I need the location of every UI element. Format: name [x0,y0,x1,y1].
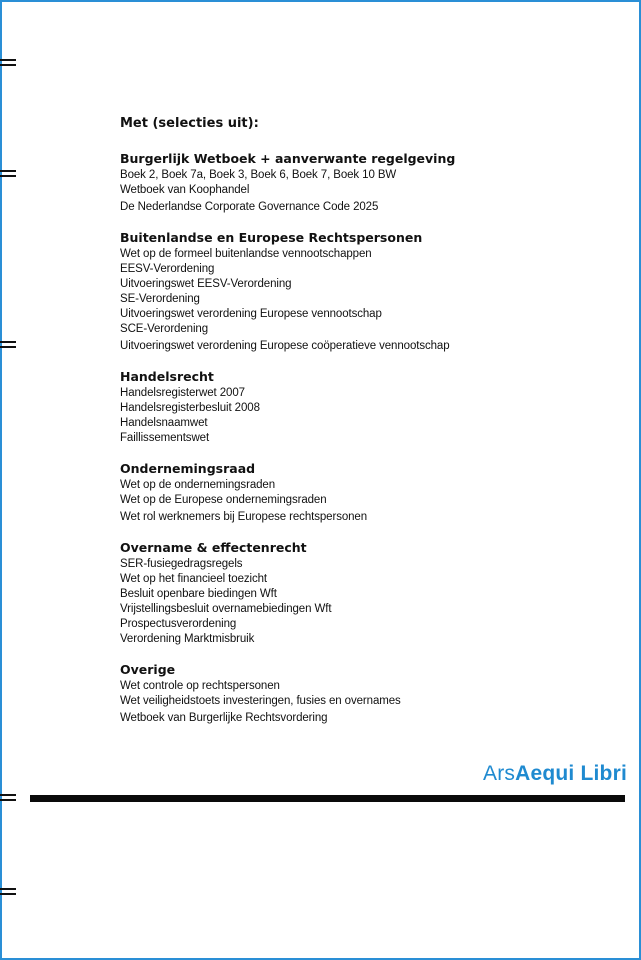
list-item: Wet op de Europese ondernemingsraden [120,494,327,506]
list-item: Uitvoeringswet verordening Europese coöperatieve vennootschap [120,340,450,352]
list-item: Uitvoeringswet EESV-Verordening [120,278,292,290]
list-item: Faillissementswet [120,432,210,444]
list-item: Wet op de ondernemingsraden [120,479,275,491]
list-item: Verordening Marktmisbruik [120,633,255,645]
section-title: Overname & effectenrecht [120,540,307,555]
list-item: Wetboek van Burgerlijke Rechtsvordering [120,712,328,724]
section-handelsrecht [120,369,580,446]
crop-mark [0,170,16,177]
crop-mark [0,341,16,348]
section-ondernemingsraad [120,461,580,525]
logo-part-ars: Ars [483,762,516,785]
list-item: Handelsnaamwet [120,417,208,429]
list-item: Wet veiligheidstoets investeringen, fusies en overnames [120,695,401,707]
list-item: Wetboek van Koophandel [120,184,250,196]
list-item: Vrijstellingsbesluit overnamebiedingen Wft [120,603,332,615]
list-item: EESV-Verordening [120,263,215,275]
list-item: Wet op het financieel toezicht [120,573,268,585]
list-item: Besluit openbare biedingen Wft [120,588,277,600]
list-item: SCE-Verordening [120,323,208,335]
list-item: Wet controle op rechtspersonen [120,680,280,692]
intro-heading: Met (selecties uit): [120,116,259,131]
list-item: Boek 2, Boek 7a, Boek 3, Boek 6, Boek 7, Boek 10 BW [120,169,397,181]
crop-mark [0,59,16,66]
list-item: SE-Verordening [120,293,200,305]
section-title: Burgerlijk Wetboek + aanverwante regelgeving [120,151,456,166]
publisher-logo [483,762,627,786]
section-title: Ondernemingsraad [120,461,256,476]
section-overige [120,662,580,726]
contents-list [120,116,580,741]
section-buitenlandse-rechtspersonen [120,230,580,354]
section-title: Buitenlandse en Europese Rechtspersonen [120,230,423,245]
section-title: Handelsrecht [120,369,214,384]
logo-part-aequi-libri: Aequi Libri [515,762,627,785]
section-burgerlijk-wetboek [120,151,580,215]
crop-mark [0,794,16,801]
horizontal-rule [30,795,625,802]
section-overname-effectenrecht [120,540,580,647]
section-title: Overige [120,662,176,677]
list-item: De Nederlandse Corporate Governance Code 2025 [120,201,379,213]
list-item: Wet op de formeel buitenlandse vennootschappen [120,248,372,260]
list-item: Handelsregisterbesluit 2008 [120,402,260,414]
list-item: Handelsregisterwet 2007 [120,387,245,399]
list-item: Prospectusverordening [120,618,237,630]
list-item: Uitvoeringswet verordening Europese vennootschap [120,308,382,320]
list-item: SER-fusiegedragsregels [120,558,243,570]
crop-mark [0,888,16,895]
list-item: Wet rol werknemers bij Europese rechtspersonen [120,511,368,523]
